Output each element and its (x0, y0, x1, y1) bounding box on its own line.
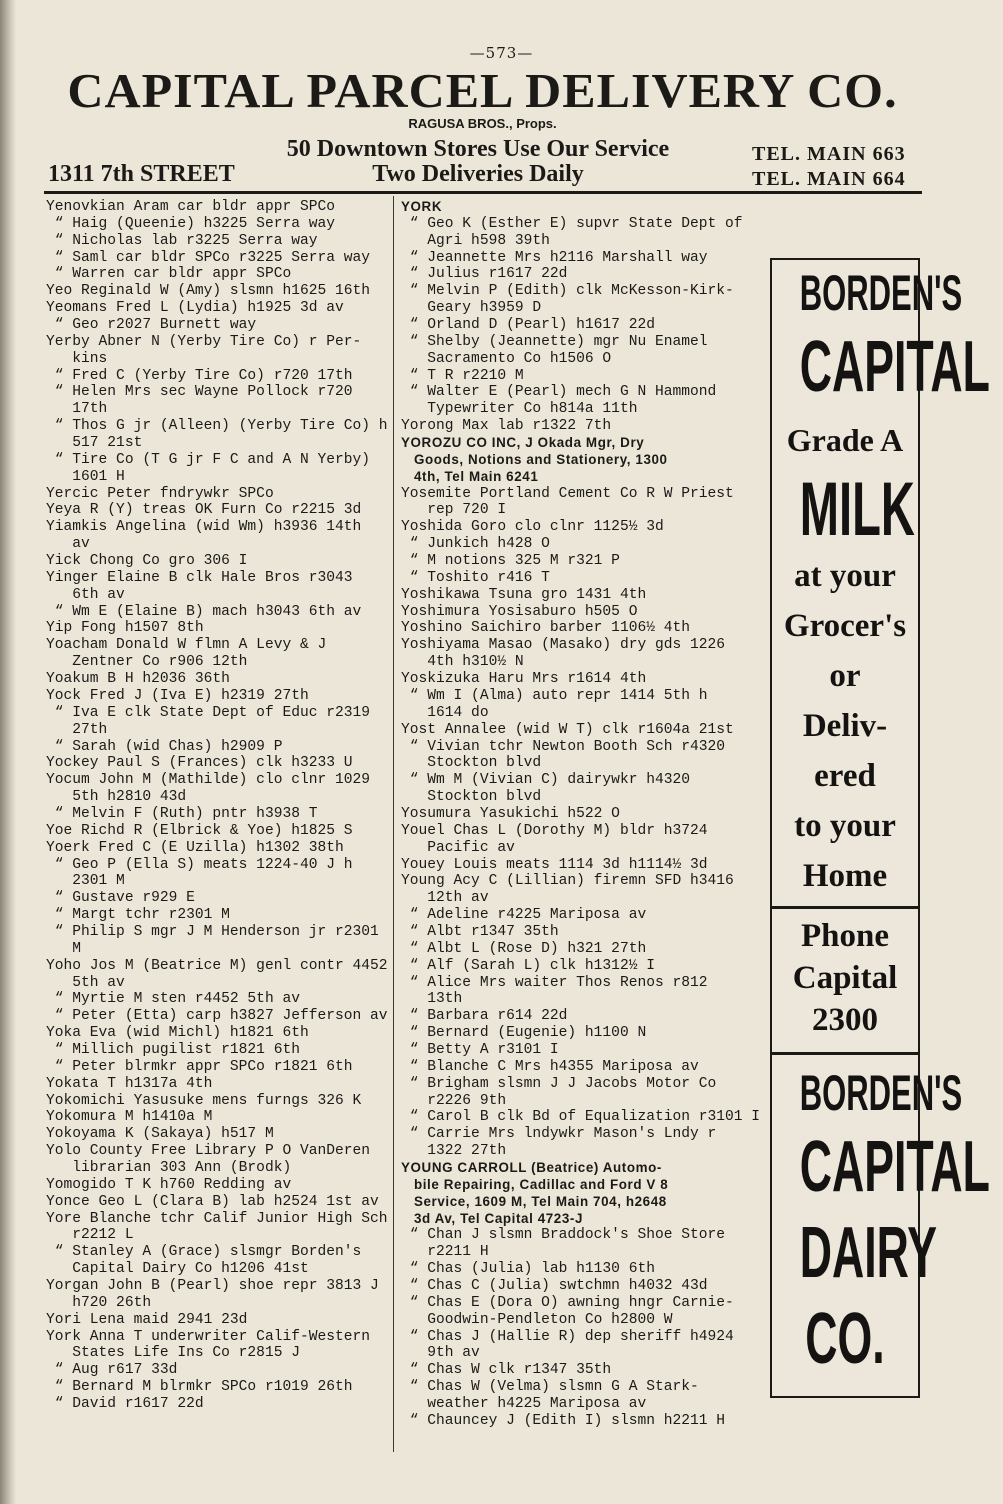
directory-entry: “ Adeline r4225 Mariposa av (401, 907, 647, 924)
directory-entry: Yocum John M (Mathilde) clo clnr 1029 (46, 772, 371, 789)
directory-entry: “ Tire Co (T G jr F C and A N Yerby) (46, 451, 371, 468)
directory-entry: “ Wm E (Elaine B) mach h3043 6th av (46, 603, 362, 620)
directory-entry: 5th h2810 43d (46, 789, 187, 806)
directory-entry: Yoskizuka Haru Mrs r1614 4th (401, 671, 647, 688)
directory-entry: “ Carol B clk Bd of Equalization r3101 I (401, 1109, 761, 1126)
ad-phone-number: 2300 (812, 1002, 878, 1038)
directory-entry: “ Junkich h428 O (401, 536, 550, 553)
directory-entry: “ Alf (Sarah L) clk h1312½ I (401, 957, 655, 974)
ad-grade: Grade A (786, 422, 904, 458)
ad-co: CO. (805, 1299, 885, 1379)
page-binding-shadow (0, 0, 16, 1504)
directory-entry: “ Iva E clk State Dept of Educ r2319 (46, 704, 371, 721)
directory-entry: Yomogido T K h760 Redding av (46, 1176, 292, 1193)
directory-entry: Yinger Elaine B clk Hale Bros r3043 (46, 569, 353, 586)
ad-grocers: Grocer's (783, 608, 907, 644)
directory-entry: 1614 do (401, 704, 489, 721)
directory-entry: librarian 303 Ann (Brodk) (46, 1159, 292, 1176)
directory-entry: “ Geo P (Ella S) meats 1224-40 J h (46, 856, 353, 873)
directory-entry: Yiamkis Angelina (wid Wm) h3936 14th (46, 519, 362, 536)
directory-entry: 12th av (401, 890, 489, 907)
directory-entry: “ Carrie Mrs lndywkr Mason's Lndy r (401, 1126, 717, 1143)
ad-dairy: DAIRY (799, 1213, 937, 1293)
company-banner-title: CAPITAL PARCEL DELIVERY CO. (67, 63, 898, 118)
directory-entry: “ Stanley A (Grace) slsmgr Borden's (46, 1244, 362, 1261)
ad-brand-2: BORDEN'S (799, 1065, 963, 1121)
directory-entry: Yorong Max lab r1322 7th (401, 418, 612, 435)
directory-entry: Yokoyama K (Sakaya) h517 M (46, 1126, 274, 1143)
directory-entry: 517 21st (46, 435, 143, 452)
directory-entry: Yoho Jos M (Beatrice M) genl contr 4452 (46, 957, 388, 974)
directory-entry: “ Albt L (Rose D) h321 27th (401, 940, 647, 957)
directory-entry: M (46, 940, 82, 957)
ad-brand: BORDEN'S (799, 265, 963, 321)
ad-or: or (829, 658, 861, 694)
directory-entry: “ Walter E (Pearl) mech G N Hammond (401, 384, 717, 401)
directory-entry: Yoshikawa Tsuna gro 1431 4th (401, 586, 647, 603)
directory-entry: Yonce Geo L (Clara B) lab h2524 1st av (46, 1193, 379, 1210)
directory-entry: Yoka Eva (wid Michl) h1821 6th (46, 1025, 309, 1042)
service-slogan-line-1: 50 Downtown Stores Use Our Service (286, 136, 670, 162)
directory-entry: “ Betty A r3101 I (401, 1041, 559, 1058)
directory-entry: 17th (46, 401, 108, 418)
directory-entry: “ Barbara r614 22d (401, 1008, 568, 1025)
directory-entry: “ Toshito r416 T (401, 569, 550, 586)
directory-entry: 27th (46, 721, 108, 738)
directory-entry: YOUNG CARROLL (Beatrice) Automo- (401, 1159, 662, 1175)
directory-entry: “ Nicholas lab r3225 Serra way (46, 232, 318, 249)
directory-entry: Pacific av (401, 839, 515, 856)
directory-entry: Yoshiyama Masao (Masako) dry gds 1226 (401, 637, 726, 654)
directory-entry: Stockton blvd (401, 755, 542, 772)
ad-to-your: to your (794, 808, 896, 844)
page-number: —573— (469, 44, 534, 62)
directory-entry: 4th, Tel Main 6241 (401, 468, 539, 484)
directory-entry: “ Helen Mrs sec Wayne Pollock r720 (46, 384, 353, 401)
bordens-milk-advertisement (770, 258, 990, 1398)
directory-entry: “ T R r2210 M (401, 367, 524, 384)
directory-entry: “ Jeannette Mrs h2116 Marshall way (401, 249, 708, 266)
directory-entry: YOROZU CO INC, J Okada Mgr, Dry (401, 435, 645, 451)
directory-entry: “ Millich pugilist r1821 6th (46, 1041, 300, 1058)
directory-entry: Yokomichi Yasusuke mens furngs 326 K (46, 1092, 362, 1109)
directory-entry: Yoshino Saichiro barber 1106½ 4th (401, 620, 691, 637)
directory-entry: 5th av (46, 974, 125, 991)
directory-entry: r2212 L (46, 1227, 134, 1244)
directory-entry: “ Chan J slsmn Braddock's Shoe Store (401, 1227, 726, 1244)
directory-entry: “ Chas W (Velma) slsmn G A Stark- (401, 1379, 699, 1396)
directory-entry: Agri h598 39th (401, 232, 550, 249)
directory-entry: “ Wm M (Vivian C) dairywkr h4320 (401, 772, 691, 789)
directory-entry: “ Orland D (Pearl) h1617 22d (401, 317, 655, 334)
directory-entry: Service, 1609 M, Tel Main 704, h2648 (401, 1193, 667, 1209)
directory-entry: “ Chas E (Dora O) awning hngr Carnie- (401, 1294, 734, 1311)
directory-entry: Zentner Co r906 12th (46, 654, 248, 671)
directory-entry: Yori Lena maid 2941 23d (46, 1311, 248, 1328)
directory-entry: 1322 27th (401, 1143, 507, 1160)
directory-left-column (46, 199, 388, 1413)
company-proprietors: RAGUSA BROS., Props. (408, 116, 557, 131)
directory-entry: States Life Ins Co r2815 J (46, 1345, 300, 1362)
directory-entry: Geary h3959 D (401, 300, 542, 317)
directory-entry: Yip Fong h1507 8th (46, 620, 204, 637)
directory-entry: weather h4225 Mariposa av (401, 1396, 647, 1413)
header-rule (44, 191, 922, 194)
telephone-1: TEL. MAIN 663 (752, 143, 906, 165)
directory-entry: Yoacham Donald W flmn A Levy & J (46, 637, 327, 654)
directory-entry: Yorgan John B (Pearl) shoe repr 3813 J (46, 1278, 379, 1294)
directory-entry: “ Geo r2027 Burnett way (46, 317, 257, 334)
directory-entry: “ Fred C (Yerby Tire Co) r720 17th (46, 367, 353, 384)
directory-entry: 1601 H (46, 468, 125, 485)
directory-entry: “ M notions 325 M r321 P (401, 553, 620, 570)
directory-entry: “ Warren car bldr appr SPCo (46, 266, 292, 283)
directory-entry: 13th (401, 991, 463, 1008)
directory-entry: “ Saml car bldr SPCo r3225 Serra way (46, 249, 371, 266)
ad-ered: ered (814, 758, 876, 794)
directory-entry: “ Wm I (Alma) auto repr 1414 5th h (401, 687, 708, 704)
directory-entry: Yeo Reginald W (Amy) slsmn h1625 16th (46, 283, 371, 300)
directory-entry: Capital Dairy Co h1206 41st (46, 1261, 309, 1278)
directory-entry: Yeya R (Y) treas OK Furn Co r2215 3d (46, 502, 362, 519)
directory-entry: “ Chauncey J (Edith I) slsmn h2211 H (401, 1412, 726, 1429)
directory-entry: bile Repairing, Cadillac and Ford V 8 (401, 1176, 669, 1192)
directory-entry: Goods, Notions and Stationery, 1300 (401, 451, 668, 467)
directory-entry: Yosemite Portland Cement Co R W Priest (401, 485, 734, 502)
directory-entry: Yercic Peter fndrywkr SPCo (46, 485, 274, 502)
directory-entry: YORK (401, 199, 443, 214)
ad-divider-1 (772, 906, 918, 909)
directory-entry: Yokomura M h1410a M (46, 1109, 213, 1126)
directory-entry: r2211 H (401, 1244, 489, 1261)
directory-entry: Yolo County Free Library P O VanDeren (46, 1143, 371, 1160)
directory-entry: “ Julius r1617 22d (401, 266, 568, 283)
directory-entry: 9th av (401, 1345, 480, 1362)
directory-entry: York Anna T underwriter Calif-Western (46, 1328, 371, 1345)
ad-home: Home (802, 858, 888, 894)
directory-entry: “ Chas C (Julia) swtchmn h4032 43d (401, 1278, 708, 1294)
directory-entry: “ Alice Mrs waiter Thos Renos r812 (401, 974, 708, 991)
directory-entry: Young Acy C (Lillian) firemn SFD h3416 (401, 873, 734, 890)
directory-entry: Youel Chas L (Dorothy M) bldr h3724 (401, 822, 708, 839)
directory-entry: “ Gustave r929 E (46, 890, 195, 907)
directory-entry: “ Chas (Julia) lab h1130 6th (401, 1261, 655, 1278)
directory-entry: 6th av (46, 586, 125, 603)
directory-entry: Yore Blanche tchr Calif Junior High Sch (46, 1210, 388, 1227)
directory-entry: Yenovkian Aram car bldr appr SPCo (46, 199, 336, 215)
directory-entry: Yoshimura Yosisaburo h505 O (401, 603, 638, 620)
ad-phone: Phone (800, 918, 889, 954)
directory-entry: “ Vivian tchr Newton Booth Sch r4320 (401, 738, 726, 755)
directory-entry: Yosumura Yasukichi h522 O (401, 805, 620, 822)
service-slogan-line-2: Two Deliveries Daily (372, 161, 584, 187)
ad-divider-2 (772, 1052, 918, 1055)
directory-entry: r2226 9th (401, 1092, 507, 1109)
directory-entry: “ Bernard (Eugenie) h1100 N (401, 1025, 647, 1042)
ad-phone-exchange: Capital (792, 960, 898, 996)
directory-entry: Goodwin-Pendleton Co h2800 W (401, 1311, 673, 1328)
directory-entry: “ Aug r617 33d (46, 1362, 178, 1379)
directory-entry: “ Philip S mgr J M Henderson jr r2301 (46, 923, 379, 940)
company-address: 1311 7th STREET (48, 161, 235, 187)
directory-entry: Youey Louis meats 1114 3d h1114½ 3d (401, 856, 708, 873)
directory-entry: Stockton blvd (401, 789, 542, 806)
column-divider (393, 196, 394, 1452)
directory-entry: Yoerk Fred C (E Uzilla) h1302 38th (46, 839, 344, 856)
telephone-2: TEL. MAIN 664 (752, 168, 906, 190)
ad-deliv: Deliv- (802, 708, 888, 744)
directory-entry: “ David r1617 22d (46, 1396, 204, 1413)
directory-entry: “ Peter (Etta) carp h3827 Jefferson av (46, 1008, 388, 1025)
directory-entry: Yock Fred J (Iva E) h2319 27th (46, 687, 309, 704)
directory-entry: 2301 M (46, 873, 125, 890)
directory-entry: Typewriter Co h814a 11th (401, 401, 638, 418)
directory-entry: 3d Av, Tel Capital 4723-J (401, 1210, 584, 1226)
directory-entry: “ Blanche C Mrs h4355 Mariposa av (401, 1058, 699, 1075)
directory-entry: “ Shelby (Jeannette) mgr Nu Enamel (401, 333, 708, 350)
directory-entry: “ Melvin F (Ruth) pntr h3938 T (46, 805, 318, 822)
ad-capital: CAPITAL (799, 327, 990, 407)
directory-entry: Sacramento Co h1506 O (401, 350, 612, 367)
directory-entry: Yockey Paul S (Frances) clk h3233 U (46, 755, 353, 772)
ad-capital-2: CAPITAL (799, 1127, 990, 1207)
directory-entry: rep 720 I (401, 502, 507, 519)
directory-entry: Yerby Abner N (Yerby Tire Co) r Per- (46, 333, 362, 350)
directory-entry: “ Sarah (wid Chas) h2909 P (46, 738, 283, 755)
directory-entry: “ Chas W clk r1347 35th (401, 1362, 612, 1379)
directory-entry: Yost Annalee (wid W T) clk r1604a 21st (401, 721, 734, 738)
directory-entry: Yick Chong Co gro 306 I (46, 553, 248, 570)
directory-entry: av (46, 536, 90, 553)
directory-entry: “ Haig (Queenie) h3225 Serra way (46, 215, 336, 232)
directory-entry: “ Albt r1347 35th (401, 923, 559, 940)
directory-entry: Yoshida Goro clo clnr 1125½ 3d (401, 519, 664, 536)
directory-entry: “ Brigham slsmn J J Jacobs Motor Co (401, 1075, 717, 1092)
directory-entry: “ Thos G jr (Alleen) (Yerby Tire Co) h (46, 418, 388, 435)
directory-entry: “ Myrtie M sten r4452 5th av (46, 991, 300, 1008)
directory-entry: “ Geo K (Esther E) supvr State Dept of (401, 215, 743, 232)
directory-middle-column (401, 199, 763, 1430)
directory-entry: “ Peter blrmkr appr SPCo r1821 6th (46, 1058, 353, 1075)
directory-entry: “ Chas J (Hallie R) dep sheriff h4924 (401, 1328, 734, 1345)
directory-entry: kins (46, 350, 108, 367)
directory-entry: 4th h310½ N (401, 654, 524, 671)
directory-entry: “ Bernard M blrmkr SPCo r1019 26th (46, 1379, 353, 1396)
directory-entry: Yokata T h1317a 4th (46, 1075, 213, 1092)
directory-entry: Yeomans Fred L (Lydia) h1925 3d av (46, 300, 344, 317)
ad-at-your: at your (794, 558, 896, 594)
directory-entry: “ Margt tchr r2301 M (46, 907, 230, 924)
directory-entry: h720 26th (46, 1294, 152, 1311)
directory-entry: “ Melvin P (Edith) clk McKesson-Kirk- (401, 283, 734, 300)
ad-milk: MILK (799, 467, 915, 552)
directory-entry: Yoakum B H h2036 36th (46, 671, 230, 688)
directory-entry: Yoe Richd R (Elbrick & Yoe) h1825 S (46, 822, 353, 839)
